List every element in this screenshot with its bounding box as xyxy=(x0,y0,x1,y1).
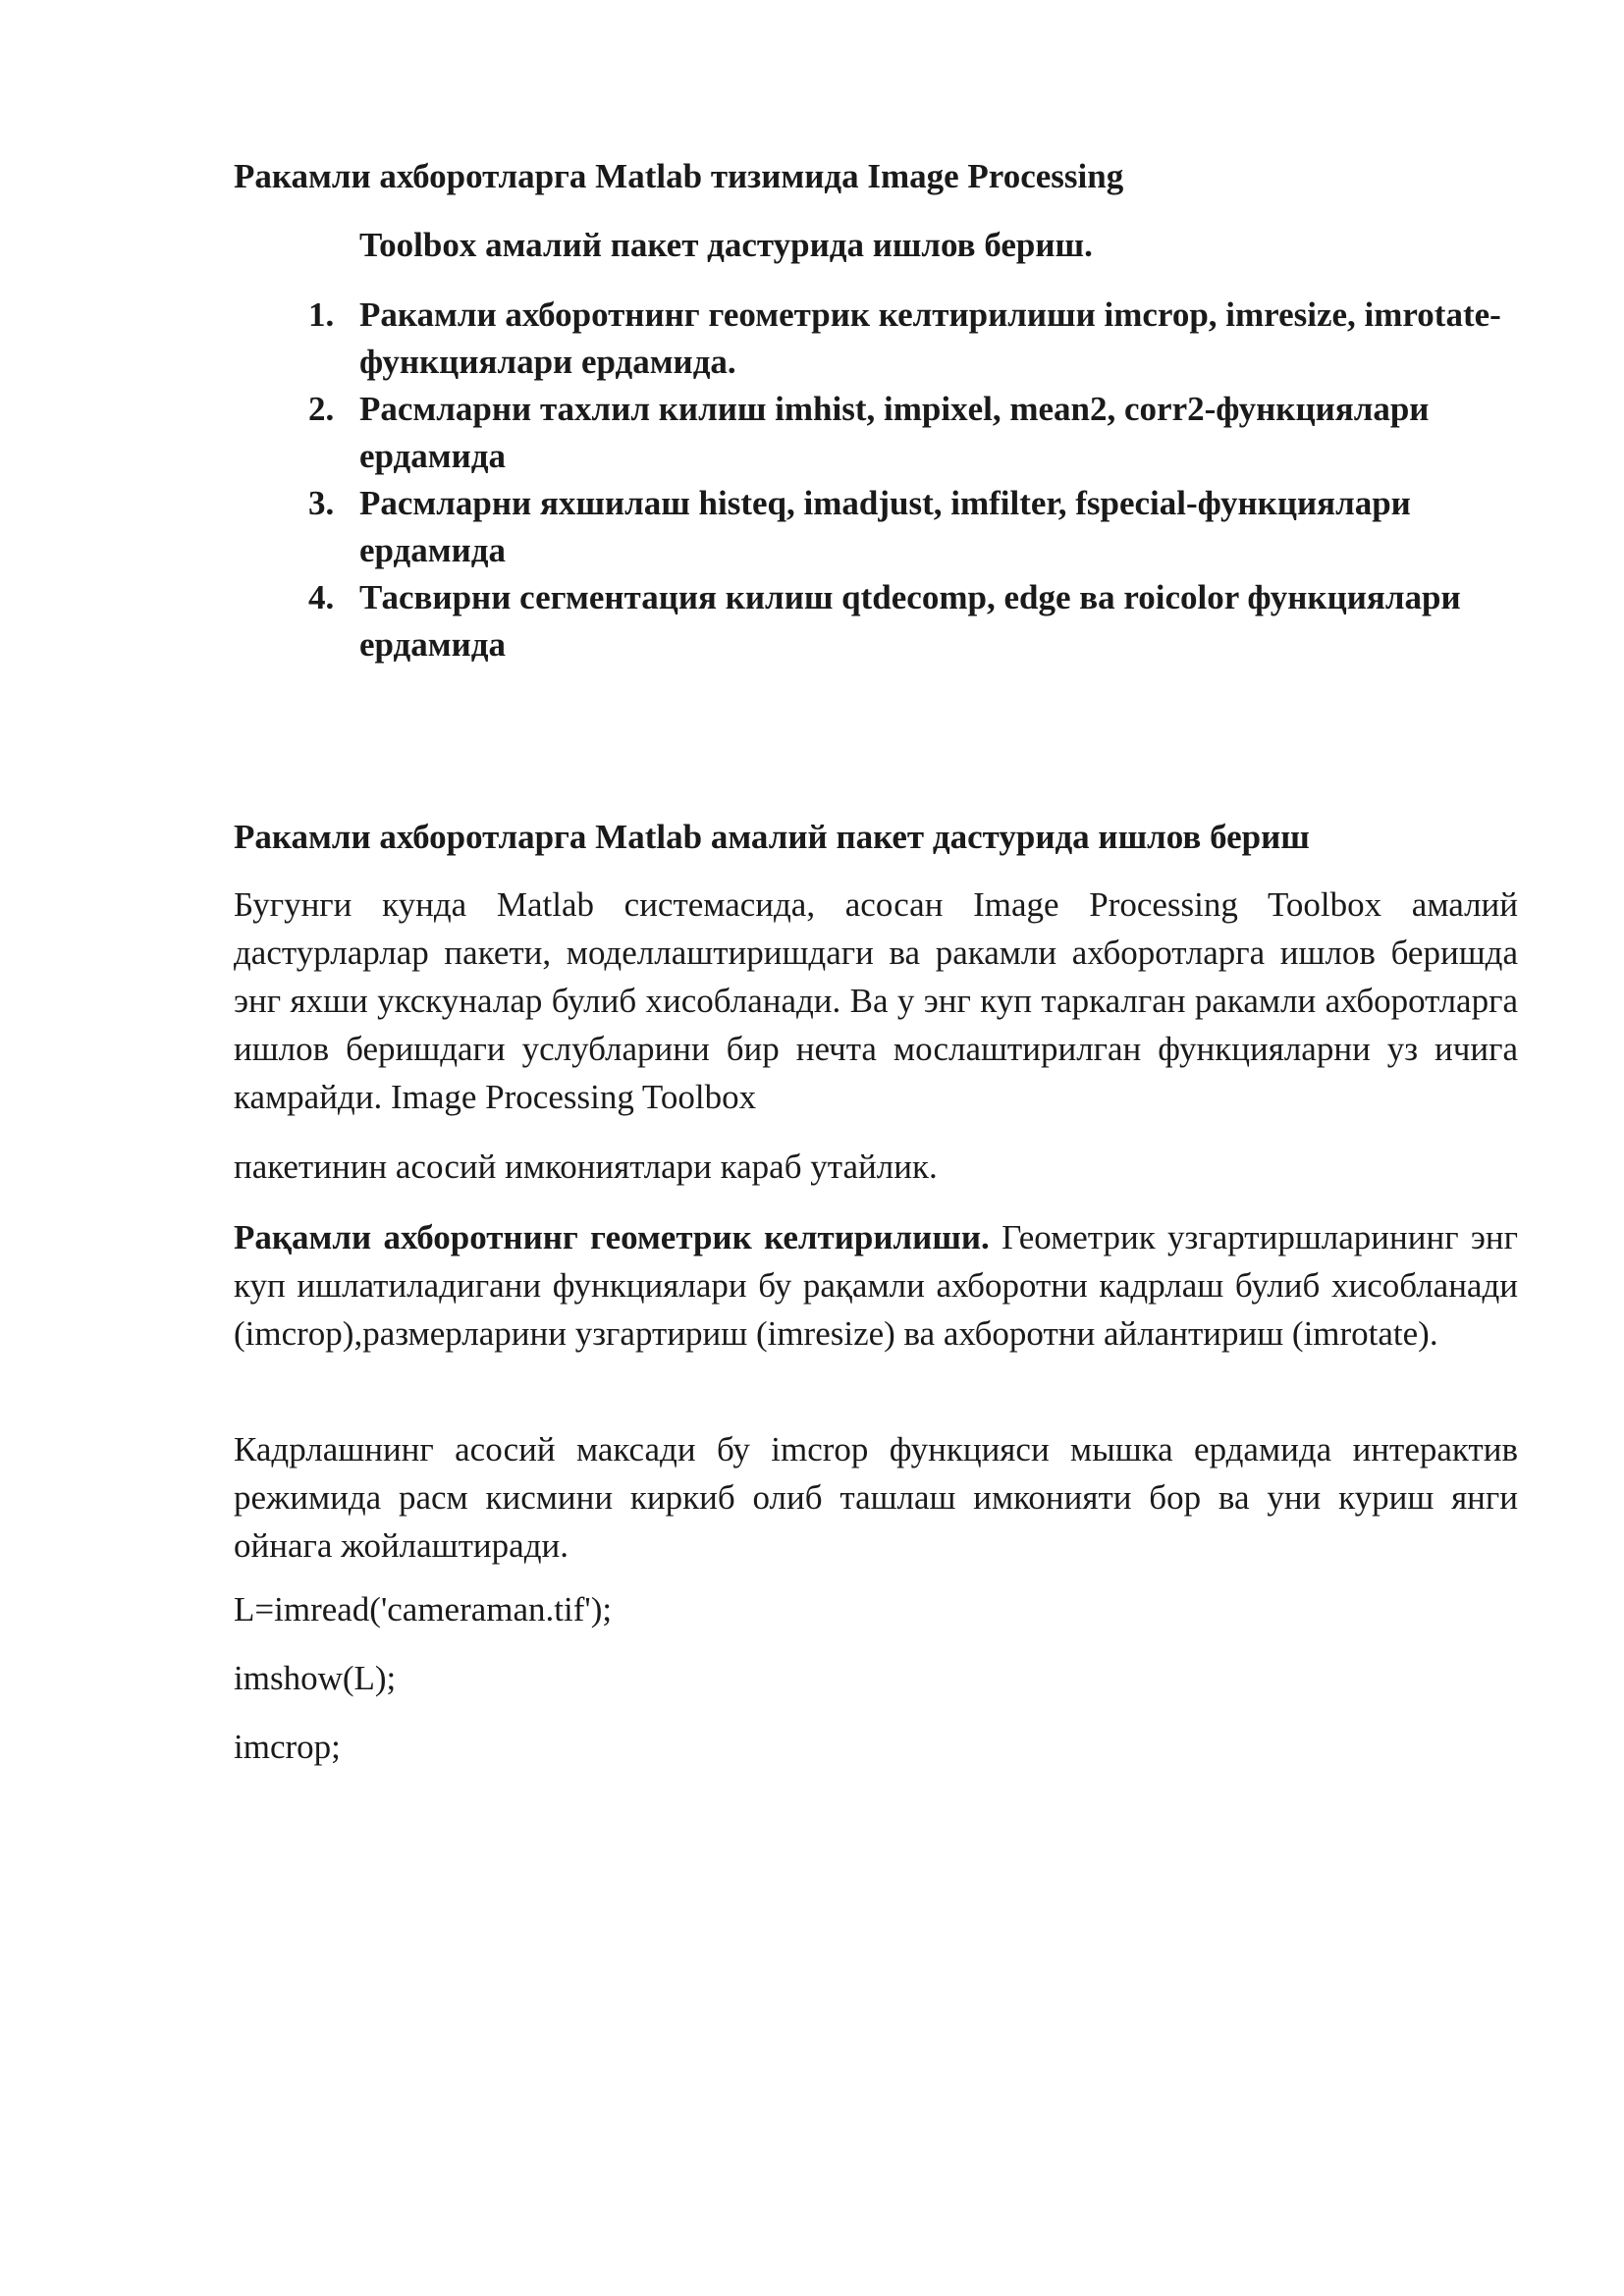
code-line: imcrop; xyxy=(234,1728,341,1766)
list-item-number: 2. xyxy=(308,390,335,428)
list-item xyxy=(295,386,1512,480)
paragraph-imcrop: Кадрлашнинг асосий максади бу imcrop функцияси мышка ердамида интерактив режимида расм кисмини киркиб олиб ташлаш имконияти бор ва уни куриш янги ойнага жойлаштиради. xyxy=(234,1430,1518,1565)
list-item-text: Тасвирни сегментация килиш qtdecomp, edge ва roicolor функциялари ердамида xyxy=(359,578,1461,664)
list-item-text: Ракамли ахборотнинг геометрик келтирилиши imcrop, imresize, imrotate-функциялари ердамида. xyxy=(359,295,1501,381)
list-item xyxy=(295,480,1512,574)
paragraph-lead-heading: Рақамли ахборотнинг геометрик келтирилиши. xyxy=(234,1218,990,1256)
list-item xyxy=(295,292,1512,386)
paragraph-geometric xyxy=(234,1213,1518,1358)
list-item xyxy=(295,574,1512,668)
section-heading: Ракамли ахборотларга Matlab амалий пакет дастурида ишлов бериш xyxy=(234,818,1310,856)
document-title-line2: Toolbox амалий пакет дастурида ишлов бериш. xyxy=(359,226,1093,264)
list-item-number: 3. xyxy=(308,484,335,522)
paragraph-body: Геометрик узгартиршларининг энг куп ишлатиладигани функциялари бу рақамли ахборотни кадрлаш булиб хисобланади (imcrop),размерларини узгартириш (imresize) ва ахборотни айлантириш (imrotate). xyxy=(234,1218,1518,1353)
code-line: L=imread('cameraman.tif'); xyxy=(234,1590,613,1629)
code-line: imshow(L); xyxy=(234,1659,397,1697)
topics-list xyxy=(295,292,1512,668)
list-item-number: 4. xyxy=(308,578,335,616)
list-item-text: Расмларни яхшилаш histeq, imadjust, imfilter, fspecial-функциялари ердамида xyxy=(359,484,1411,569)
document-title-line1: Ракамли ахборотларга Matlab тизимида Image Processing xyxy=(234,157,1124,195)
paragraph-intro: Бугунги кунда Matlab системасида, асосан Image Processing Toolbox амалий дастурларлар пакети, моделлаштиришдаги ва ракамли ахборотларга ишлов беришда энг яхши укскуналар булиб хисобланади. Ва у энг куп таркалган ракамли ахборотларга ишлов беришдаги услубларини бир нечта мослаштирилган функцияларни уз ичига камрайди. Image Processing Toolbox xyxy=(234,885,1518,1116)
list-item-text: Расмларни тахлил килиш imhist, impixel, mean2, corr2-функциялари ердамида xyxy=(359,390,1430,475)
list-item-number: 1. xyxy=(308,295,335,334)
paragraph-intro-continued: пакетинин асосий имкониятлари караб утайлик. xyxy=(234,1148,938,1186)
